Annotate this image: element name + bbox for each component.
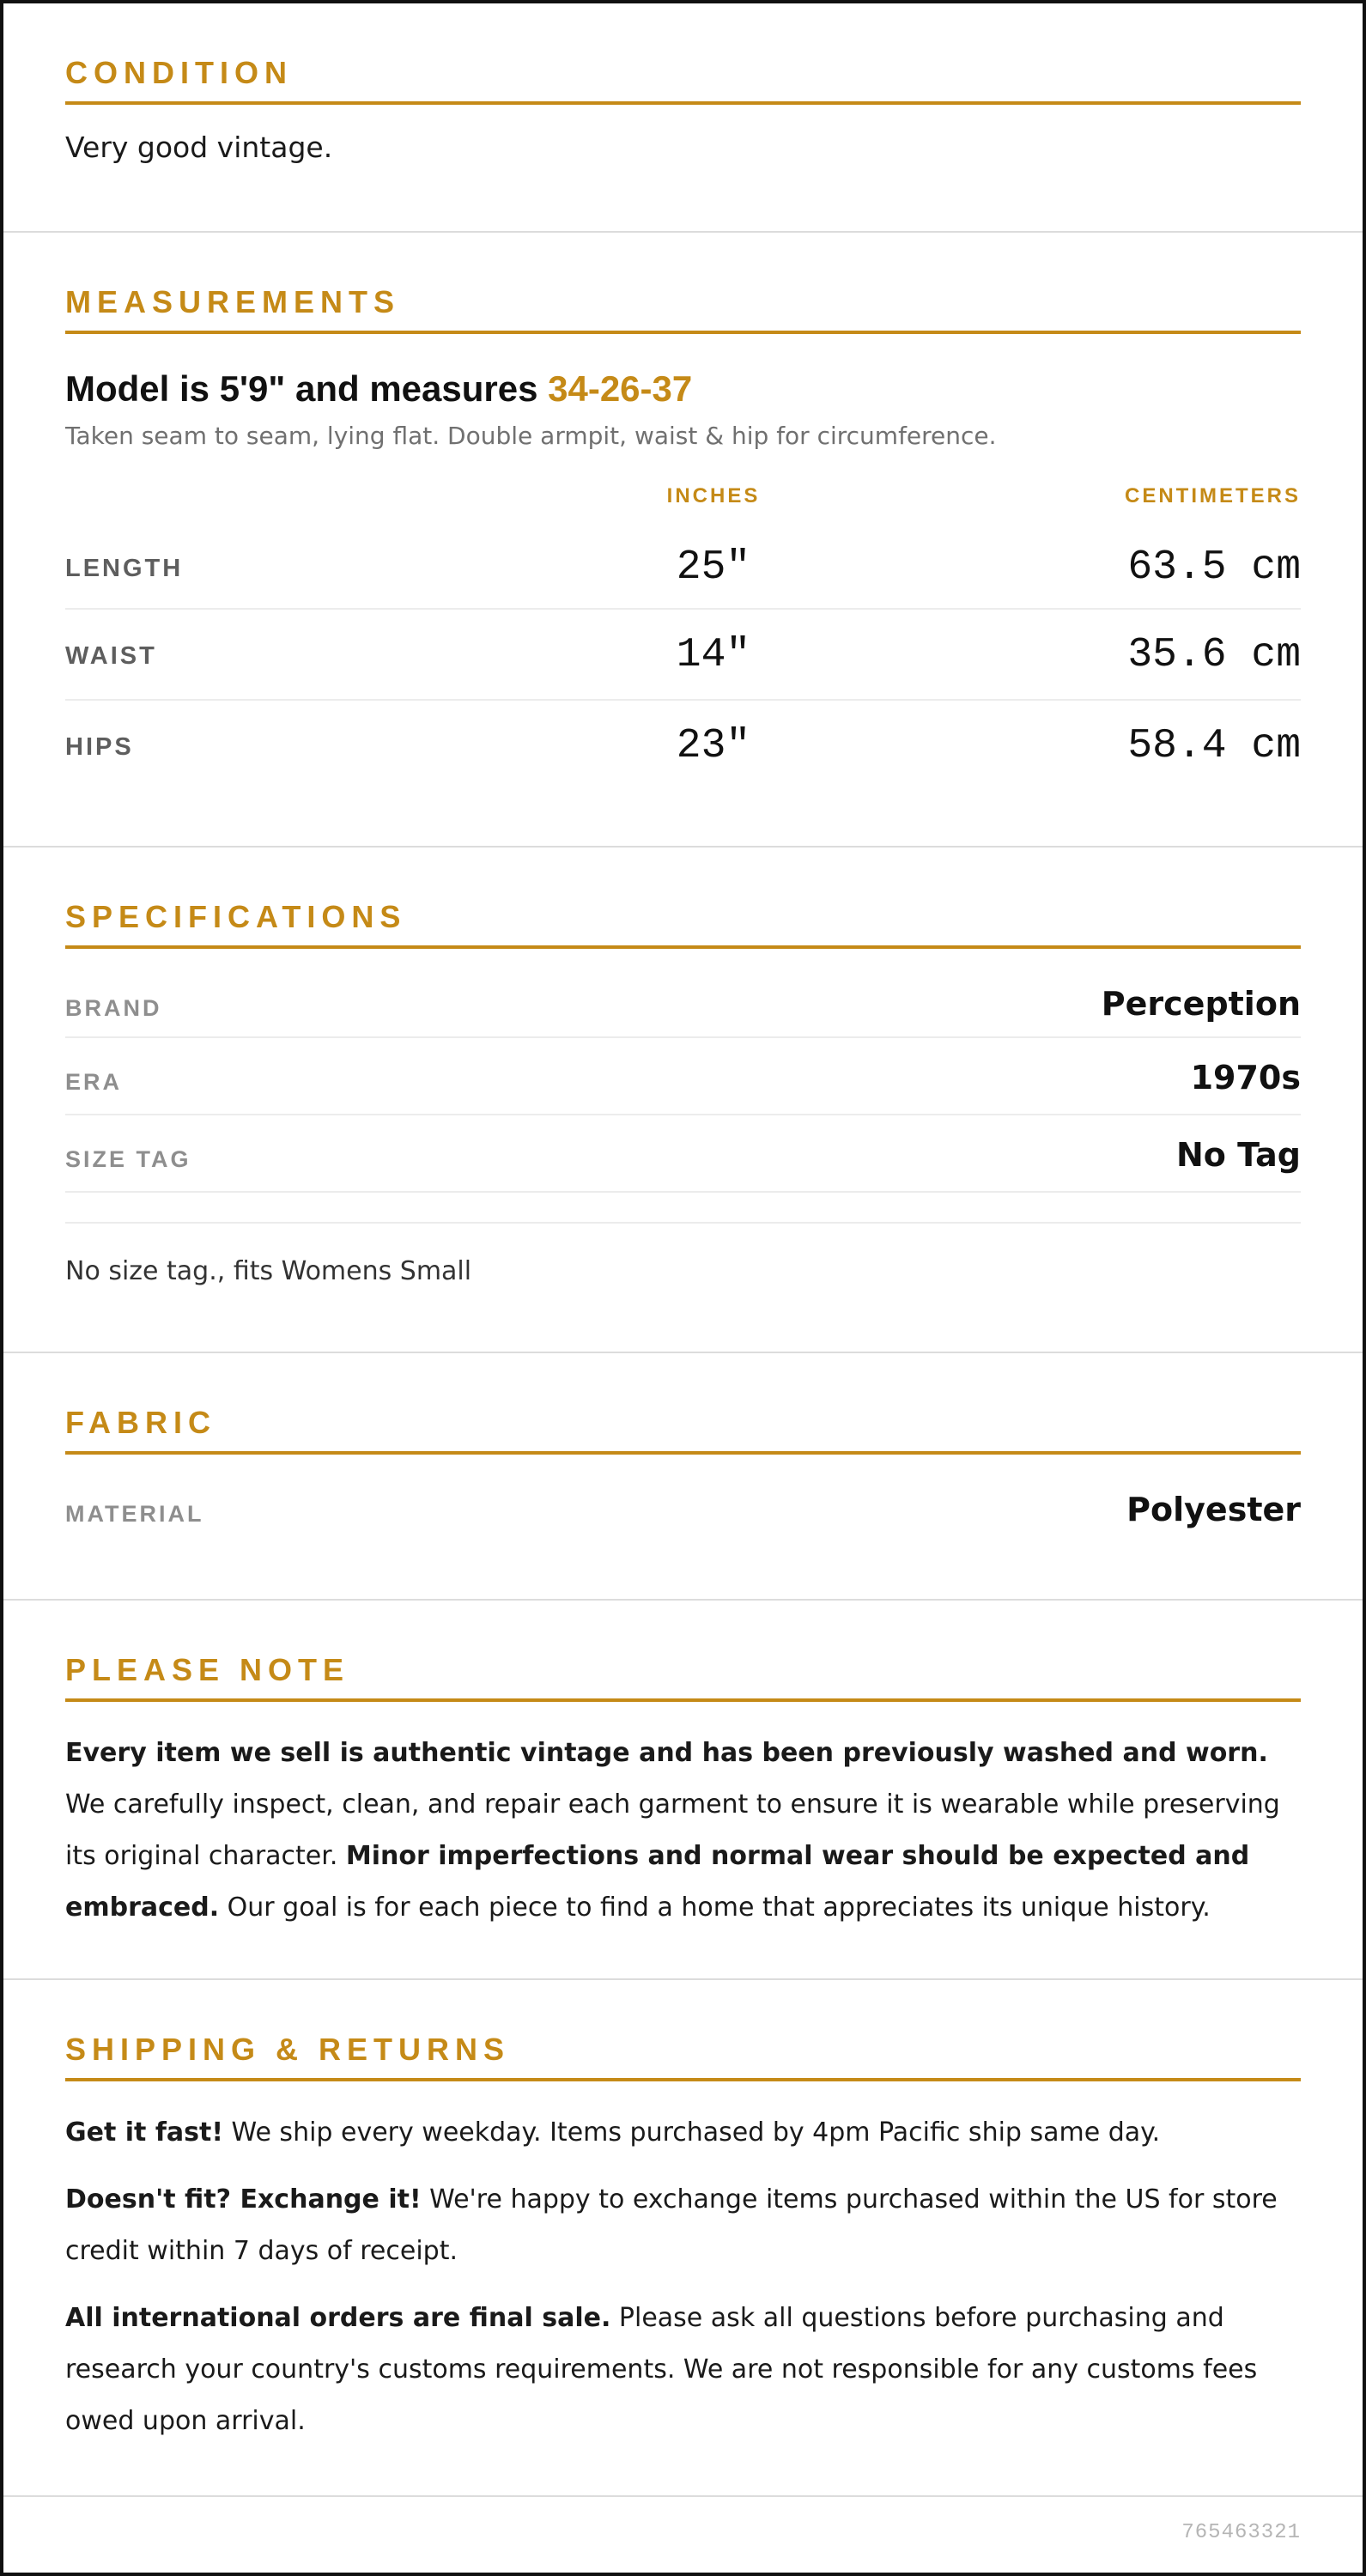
hips-cm: 58.4 cm: [1127, 723, 1301, 769]
row-divider: [65, 1191, 1301, 1193]
table-row: [65, 701, 1301, 790]
shipping-heading: SHIPPING & RETURNS: [65, 2032, 1301, 2081]
spec-label-material: MATERIAL: [65, 1501, 204, 1527]
hips-inches: 23": [676, 723, 751, 769]
condition-text: Very good vintage.: [65, 131, 333, 164]
fabric-heading: FABRIC: [65, 1405, 1301, 1455]
specifications-section: [3, 848, 1363, 1353]
please-note-heading: PLEASE NOTE: [65, 1652, 1301, 1702]
spec-row: [65, 961, 1301, 1036]
spec-value-brand: Perception: [1101, 985, 1301, 1023]
fabric-section: [3, 1353, 1363, 1601]
length-cm: 63.5 cm: [1127, 544, 1301, 591]
column-inches: INCHES: [666, 484, 761, 507]
model-statement: [65, 368, 1301, 410]
spec-label-brand: BRAND: [65, 995, 162, 1021]
measurements-section: [3, 233, 1363, 848]
measurement-table: [65, 484, 1301, 790]
shipping-exchange-bold: Doesn't fit? Exchange it!: [65, 2184, 422, 2215]
note-bold-imperfections: Minor imperfections and normal wear should be expected and embraced.: [65, 1841, 1250, 1923]
spec-row: [65, 1467, 1301, 1542]
row-label-waist: WAIST: [65, 642, 157, 670]
note-bold-authentic: Every item we sell is authentic vintage and has been previously washed and worn.: [65, 1738, 1268, 1768]
shipping-fast-bold: Get it fast!: [65, 2117, 223, 2148]
shipping-exchange: [65, 2174, 1301, 2277]
model-measures: 34-26-37: [548, 368, 693, 409]
shipping-international-bold: All international orders are final sale.: [65, 2303, 611, 2333]
note-text-inspect: We carefully inspect, clean, and repair each garment to ensure it is wearable while preserving its original character.: [65, 1789, 1280, 1871]
condition-heading: CONDITION: [65, 55, 1301, 105]
column-centimeters: CENTIMETERS: [1124, 484, 1301, 507]
shipping-fast-text: We ship every weekday. Items purchased by 4pm Pacific ship same day.: [223, 2117, 1161, 2148]
table-row: [65, 610, 1301, 699]
model-statement-prefix: Model is 5'9" and measures: [65, 368, 538, 409]
spec-label-size-tag: SIZE TAG: [65, 1146, 191, 1172]
waist-cm: 35.6 cm: [1127, 632, 1301, 678]
shipping-fast: [65, 2107, 1301, 2159]
specifications-heading: SPECIFICATIONS: [65, 899, 1301, 949]
measurement-note: Taken seam to seam, lying flat. Double armpit, waist & hip for circumference.: [65, 422, 997, 450]
table-row: [65, 519, 1301, 608]
shipping-section: [3, 1980, 1363, 2497]
product-id: 765463321: [1181, 2521, 1301, 2544]
row-label-length: LENGTH: [65, 555, 184, 582]
row-label-hips: HIPS: [65, 733, 134, 761]
spec-value-material: Polyester: [1126, 1491, 1301, 1528]
note-text-goal: Our goal is for each piece to find a home that appreciates its unique history.: [219, 1893, 1211, 1923]
measurements-heading: MEASUREMENTS: [65, 284, 1301, 334]
spec-row: [65, 1038, 1301, 1114]
footer: [3, 2497, 1363, 2574]
spec-row: [65, 1115, 1301, 1191]
size-note: No size tag., fits Womens Small: [65, 1256, 472, 1286]
spec-value-size-tag: No Tag: [1175, 1136, 1301, 1174]
condition-section: [3, 3, 1363, 233]
shipping-international-text: Please ask all questions before purchasing and research your country's customs requirements. We are not responsible for any customs fees owed upon arrival.: [65, 2303, 1258, 2436]
waist-inches: 14": [676, 632, 751, 678]
measurement-table-header: [65, 484, 1301, 519]
spec-value-era: 1970s: [1190, 1059, 1301, 1097]
please-note-section: [3, 1601, 1363, 1980]
shipping-exchange-text: We're happy to exchange items purchased within the US for store credit within 7 days of receipt.: [65, 2184, 1278, 2266]
row-divider: [65, 1222, 1301, 1224]
spec-label-era: ERA: [65, 1069, 123, 1095]
please-note-text: [65, 1728, 1301, 1934]
shipping-international: [65, 2293, 1301, 2447]
length-inches: 25": [676, 544, 751, 591]
